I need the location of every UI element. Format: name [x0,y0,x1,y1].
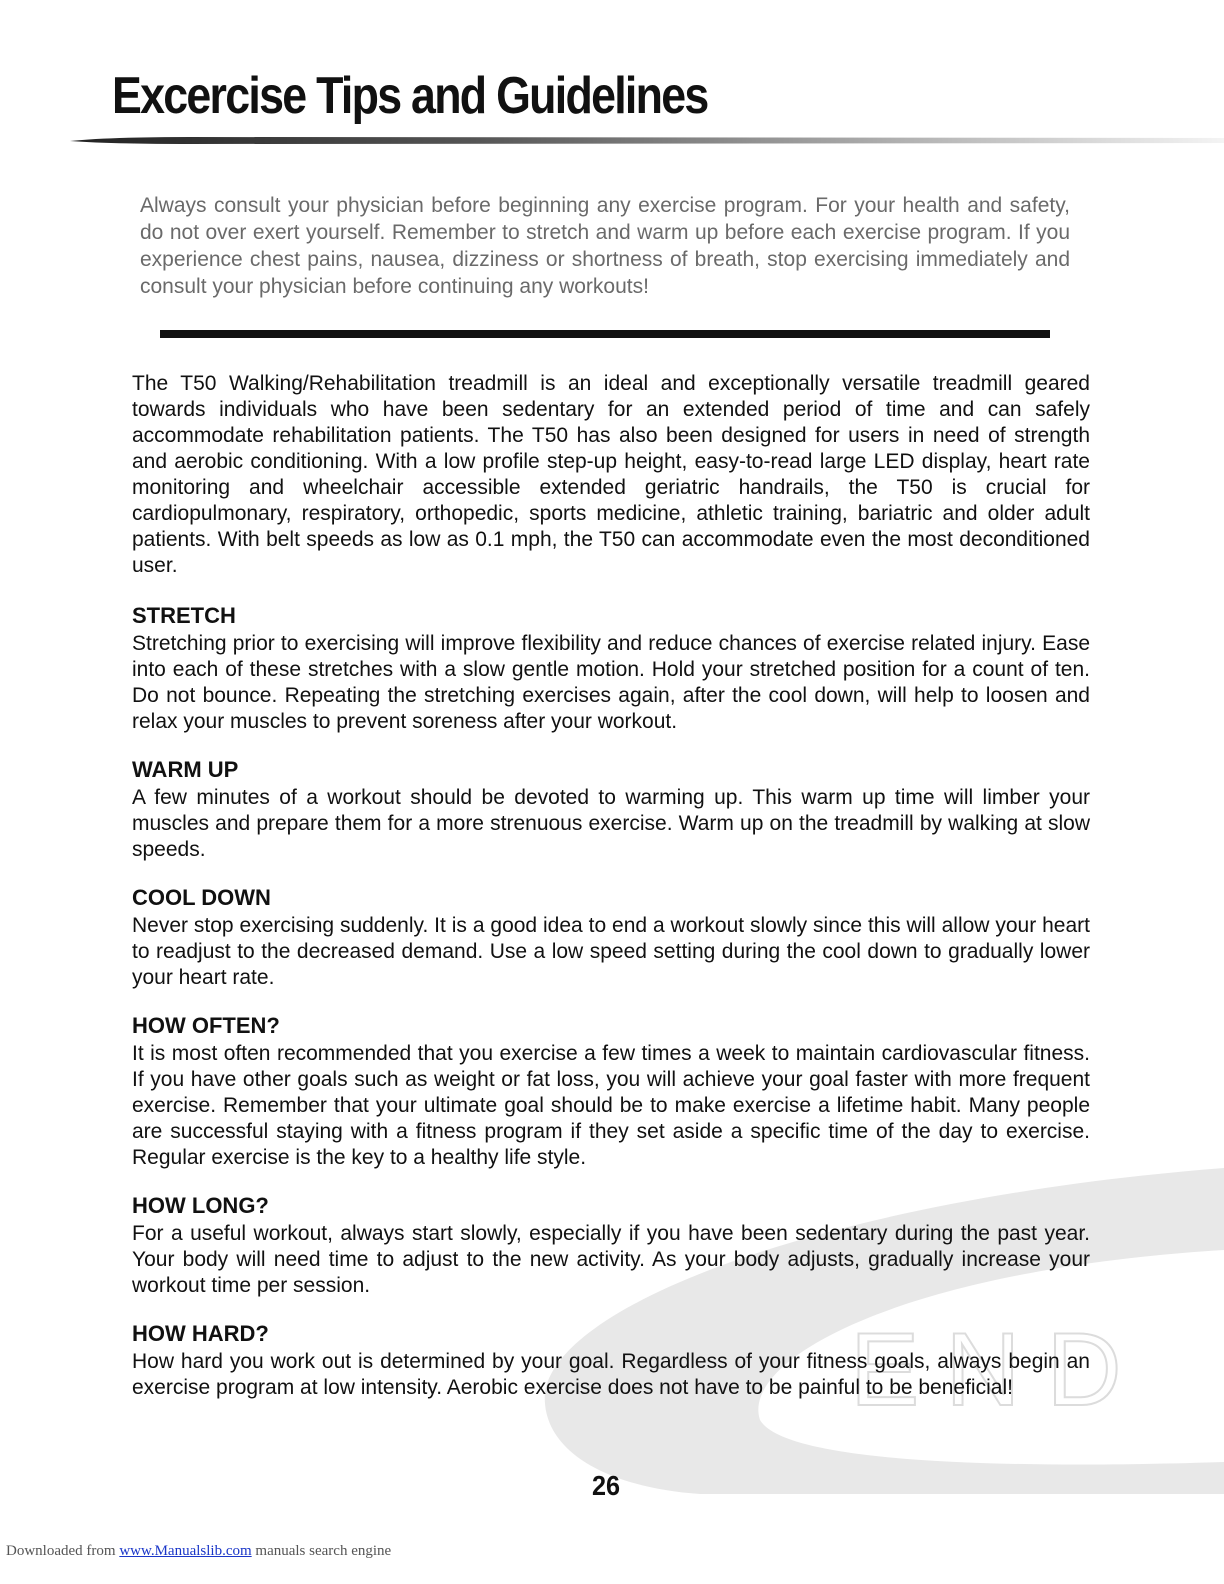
section-text: For a useful workout, always start slowly, especially if you have been sedentary during the past year. Your body will need time to adjust to the new activity. As your body adjusts, gradually increase your workout time per session. [132,1222,1090,1297]
watermark-text: END [850,1312,1148,1428]
section-heading: STRETCH [132,603,236,628]
section-stretch [132,601,1090,735]
page-title: Excercise Tips and Guidelines [112,67,708,125]
manualslib-link[interactable]: www.Manualslib.com [119,1543,252,1559]
section-how-often [132,1011,1090,1171]
section-heading: HOW LONG? [132,1193,269,1218]
section-heading: WARM UP [132,757,239,782]
download-footer [6,1543,391,1560]
section-how-long [132,1191,1090,1299]
footer-prefix: Downloaded from [6,1543,116,1559]
section-how-hard [132,1319,1090,1401]
section-warm-up [132,755,1090,863]
section-text: It is most often recommended that you exercise a few times a week to maintain cardiovascular fitness. If you have other goals such as weight or fat loss, you will achieve your goal faster with more frequent exercise. Remember that your ultimate goal should be to make exercise a lifetime habit. Many people are successful staying with a fitness program if they set aside a specific time of the day to exercise. Regular exercise is the key to a healthy life style. [132,1042,1090,1169]
intro-paragraph: The T50 Walking/Rehabilitation treadmill is an ideal and exceptionally versatile treadmill geared towards individuals who have been sedentary for an extended period of time and can safely accommodate rehabilitation patients. The T50 has also been designed for users in need of strength and aerobic conditioning. With a low profile step-up height, easy-to-read large LED display, heart rate monitoring and wheelchair accessible extended geriatric handrails, the T50 is crucial for cardiopulmonary, respiratory, orthopedic, sports medicine, athletic training, bariatric and older adult patients. With belt speeds as low as 0.1 mph, the T50 can accommodate even the most deconditioned user. [132,372,1090,577]
section-divider [160,330,1050,338]
main-body [132,371,1090,1421]
page-number: 26 [591,1470,621,1501]
title-underline [70,136,1224,146]
footer-suffix: manuals search engine [255,1543,392,1559]
section-heading: HOW OFTEN? [132,1013,280,1038]
section-text: Stretching prior to exercising will improve flexibility and reduce chances of exercise related injury. Ease into each of these stretches with a slow gentle motion. Hold your stretched position for a count of ten. Do not bounce. Repeating the stretching exercises again, after the cool down, will help to loosen and relax your muscles to prevent soreness after your workout. [132,632,1090,733]
section-heading: HOW HARD? [132,1321,269,1346]
section-text: Never stop exercising suddenly. It is a good idea to end a workout slowly since this will allow your heart to readjust to the decreased demand. Use a low speed setting during the cool down to gradually lower your heart rate. [132,914,1090,989]
section-heading: COOL DOWN [132,885,271,910]
section-text: A few minutes of a workout should be devoted to warming up. This warm up time will limber your muscles and prepare them for a more strenuous exercise. Warm up on the treadmill by walking at slow speeds. [132,786,1090,861]
safety-warning: Always consult your physician before beginning any exercise program. For your health and safety, do not over exert yourself. Remember to stretch and warm up before each exercise program. If you experience chest pains, nausea, dizziness or shortness of breath, stop exercising immediately and consult your physician before continuing any workouts! [140,194,1070,298]
section-text: How hard you work out is determined by your goal. Regardless of your fitness goals, always begin an exercise program at low intensity. Aerobic exercise does not have to be painful to be beneficial! [132,1350,1090,1399]
section-cool-down [132,883,1090,991]
